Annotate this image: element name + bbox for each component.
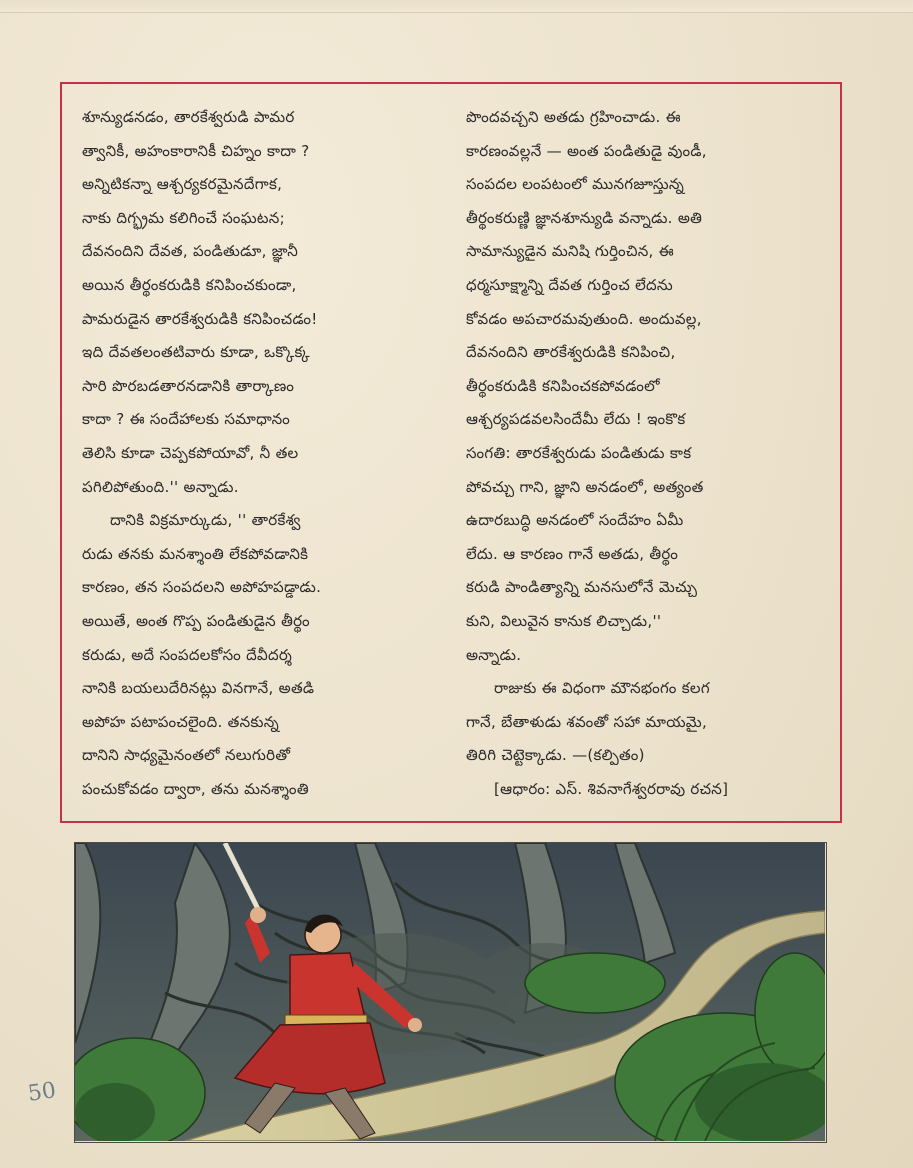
text-line: లేదు. ఆ కారణం గానే అతడు, తీర్థం bbox=[466, 544, 679, 563]
text-line: త్వానికీ, అహంకారానికీ చిహ్నం కాదా ? bbox=[82, 141, 310, 160]
text-line: దేవనందిని దేవత, పండితుడూ, జ్ఞానీ bbox=[82, 242, 299, 261]
text-line: కాదా ? ఈ సందేహాలకు సమాధానం bbox=[82, 410, 291, 429]
text-line: పోవచ్చు గాని, జ్ఞాని అనడంలో, అత్యంత bbox=[466, 477, 704, 496]
text-line: కోవడం అపచారమవుతుంది. అందువల్ల, bbox=[466, 309, 702, 328]
text-line: ఆశ్చర్యపడవలసిందేమీ లేదు ! ఇంకొక bbox=[466, 410, 686, 429]
text-line: అన్నాడు. bbox=[466, 645, 522, 664]
text-line: కారణంవల్లనే — అంత పండితుడై వుండీ, bbox=[466, 141, 707, 160]
page-top-edge bbox=[0, 0, 913, 13]
text-line: నానికి బయలుదేరినట్లు వినగానే, అతడి bbox=[82, 679, 315, 698]
text-line: దానిని సాధ్యమైనంతలో నలుగురితో bbox=[82, 746, 291, 765]
text-line: కుని, విలువైన కానుక లిచ్చాడు,'' bbox=[466, 611, 662, 630]
forest-warrior-illustration bbox=[74, 842, 827, 1143]
text-line: పొందవచ్చని అతడు గ్రహించాడు. ఈ bbox=[466, 108, 681, 126]
text-line: రాజుకు ఈ విధంగా మౌనభంగం కలగ bbox=[494, 679, 710, 698]
left-text-column bbox=[82, 101, 442, 806]
text-line: శూన్యుడనడం, తారకేశ్వరుడి పామర bbox=[82, 108, 295, 126]
text-line: అపోహ పటాపంచలైంది. తనకున్న bbox=[82, 712, 280, 731]
text-line: పామరుడైన తారకేశ్వరుడికి కనిపించడం! bbox=[82, 309, 318, 328]
text-line: తీర్థంకరుణ్ణి జ్ఞానశూన్యుడి వన్నాడు. అతి bbox=[466, 208, 703, 227]
text-line: అయిన తీర్థంకరుడికి కనిపించకుండా, bbox=[82, 275, 297, 294]
text-line: కరుడు, అదే సంపదలకోసం దేవీదర్శ bbox=[82, 645, 293, 664]
text-line: ధర్మసూక్ష్మాన్ని దేవత గుర్తించ లేదను bbox=[466, 275, 673, 294]
text-line: పంచుకోవడం ద్వారా, తను మనశ్శాంతి bbox=[82, 779, 309, 798]
text-line: తీర్థంకరుడికి కనిపించకపోవడంలో bbox=[466, 376, 660, 395]
text-line: అన్నిటికన్నా ఆశ్చర్యకరమైనదేగాక, bbox=[82, 175, 283, 194]
text-line: పగిలిపోతుంది.'' అన్నాడు. bbox=[82, 477, 239, 496]
text-line: ఉదారబుద్ధి అనడంలో సందేహం ఏమీ bbox=[466, 511, 684, 530]
text-line: సంపదల లంపటంలో మునగజూస్తున్న bbox=[466, 175, 685, 194]
text-line: సామాన్యుడైన మనిషి గుర్తించిన, ఈ bbox=[466, 242, 674, 261]
text-line: తెలిసి కూడా చెప్పకపోయావో, నీ తల bbox=[82, 443, 299, 462]
text-line: కారణం, తన సంపదలని అపోహపడ్డాడు. bbox=[82, 578, 322, 597]
text-line: రుడు తనకు మనశ్శాంతి లేకపోవడానికి bbox=[82, 544, 309, 563]
text-line: దానికి విక్రమార్కుడు, '' తారకేశ్వ bbox=[110, 511, 301, 530]
illustration-art bbox=[75, 843, 825, 1141]
text-line: సంగతి: తారకేశ్వరుడు పండితుడు కాక bbox=[466, 443, 692, 462]
text-line: నాకు దిగ్భ్రమ కలిగించే సంఘటన; bbox=[82, 208, 285, 227]
text-line: కరుడి పాండిత్యాన్ని మనసులోనే మెచ్చు bbox=[466, 578, 698, 597]
source-credit: [ఆధారం: ఎస్. శివనాగేశ్వరరావు రచన] bbox=[494, 779, 729, 798]
text-line: అయితే, అంత గొప్ప పండితుడైన తీర్థం bbox=[82, 611, 310, 630]
text-line: తిరిగి చెట్టెక్కాడు. —(కల్పితం) bbox=[466, 746, 645, 765]
text-line: గానే, బేతాళుడు శవంతో సహా మాయమై, bbox=[466, 712, 708, 731]
page-number: 50 bbox=[26, 1078, 58, 1107]
text-line: దేవనందిని తారకేశ్వరుడికి కనిపించి, bbox=[466, 343, 676, 362]
text-line: సారి పొరబడతారనడానికి తార్కాణం bbox=[82, 376, 295, 395]
text-line: ఇది దేవతలంతటివారు కూడా, ఒక్కొక్క bbox=[82, 343, 310, 362]
right-text-column bbox=[466, 101, 822, 806]
